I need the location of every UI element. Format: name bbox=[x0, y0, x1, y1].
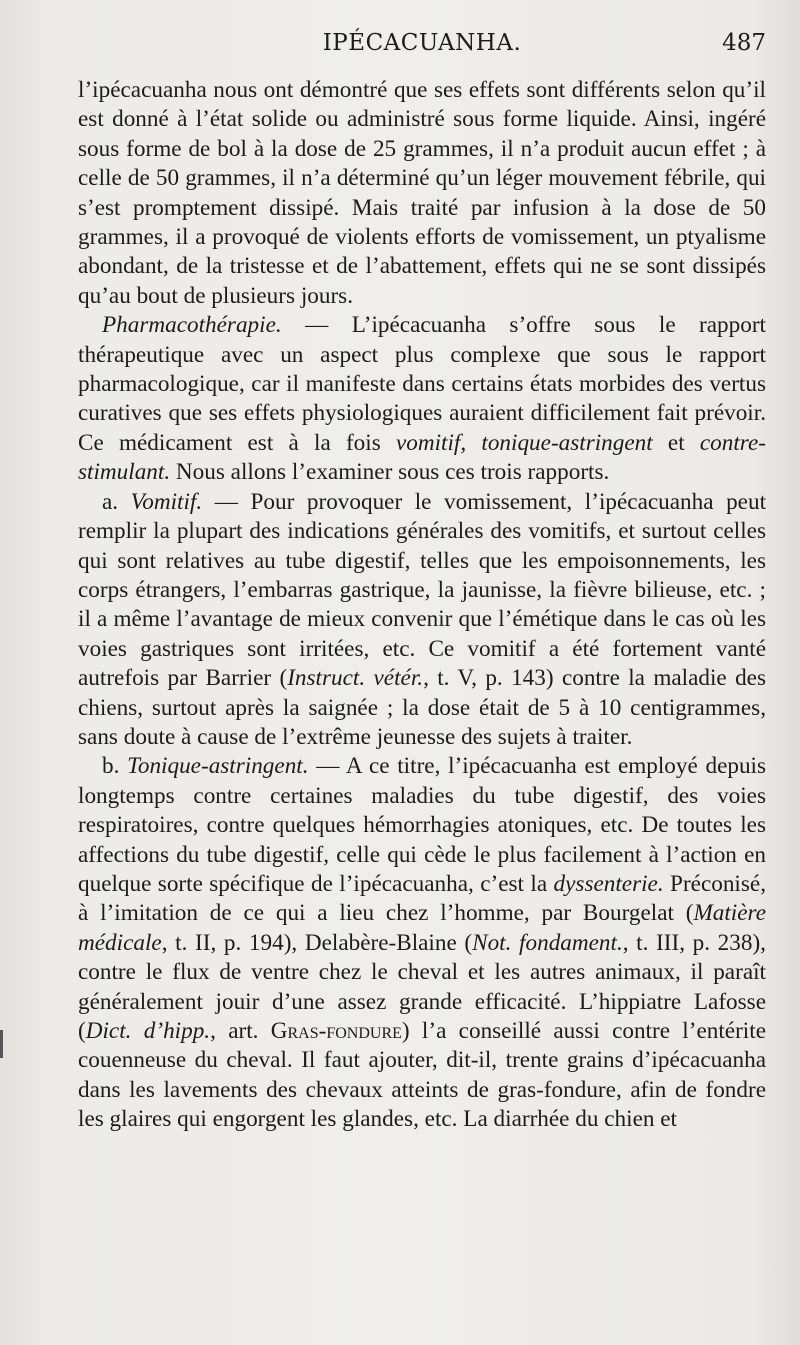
list-marker: a. bbox=[102, 488, 131, 515]
paragraph-tonique-astringent bbox=[78, 752, 766, 1134]
section-heading: Vomitif. bbox=[130, 488, 203, 515]
paragraph-text: Nous allons l’examiner sous ces trois rapports. bbox=[170, 459, 610, 486]
paragraph-text: , art. bbox=[210, 1018, 271, 1044]
paragraph-text: ) l’a conseillé aussi contre l’entérite couenneuse du cheval. Il faut ajouter, dit-il, trente grains d’ipécacuanha dans les lavements des chevaux atteints de gras-fondure, afin de fondre les glaires qui engorgent les glandes, etc. La diarrhée du chien et bbox=[78, 1018, 766, 1133]
paragraph-text: — Pour provoquer le vomissement, l’ipécacuanha peut remplir la plupart des indications générales des vomitifs, et surtout celles qui sont relatives au tube digestif, telles que les empoisonnements, les corps étrangers, l’embarras gastrique, la jaunisse, la fièvre bilieuse, etc. ; il a même l’avantage de mieux convenir que l’émétique dans le cas où les voies gastriques sont irritées, etc. Ce vomitif a été fortement vanté autrefois par Barrier ( bbox=[78, 488, 767, 692]
paragraph-vomitif bbox=[78, 488, 766, 753]
page-number: 487 bbox=[722, 30, 766, 56]
paragraph-text: , t. II, p. 194), Delabère-Blaine ( bbox=[161, 929, 473, 956]
citation-title: Not. fondament. bbox=[472, 929, 623, 956]
citation-title: Dict. d’hipp. bbox=[85, 1018, 211, 1044]
section-heading: Pharmacothérapie. bbox=[102, 312, 282, 339]
body-text bbox=[78, 76, 766, 1135]
page-header bbox=[78, 30, 766, 64]
paragraph-text: — A ce titre, l’ipécacuanha est employé depuis longtemps contre certaines maladies du tube digestif, des voies respiratoires, contre quelques hémorrhagies atoniques, etc. De toutes les affections du tube digestif, celle qui cède le plus facilement à l’action en quelque sorte spécifique de l’ipécacuanha, c’est la bbox=[78, 753, 767, 897]
citation-title: Matière médicale bbox=[78, 900, 766, 956]
citation-title: Instruct. vétér. bbox=[287, 665, 424, 692]
paragraph-continuation bbox=[78, 76, 766, 311]
paragraph-text: , t. III, p. 238), contre le flux de ventre chez le cheval et les autres animaux, il paraît généralement jouir d’une assez grande efficacité. L’hippiatre Lafosse ( bbox=[78, 929, 766, 1044]
small-caps-term: Gras-fondure bbox=[270, 1018, 402, 1044]
paragraph-text: et bbox=[652, 429, 700, 456]
running-title: IPÉCACUANHA. bbox=[322, 30, 522, 56]
paragraph-pharmacotherapie bbox=[78, 311, 766, 487]
list-marker: b. bbox=[102, 753, 128, 780]
margin-mark bbox=[0, 1030, 11, 1058]
emphasis: contre-stimulant. bbox=[78, 429, 766, 486]
section-heading: Tonique-astringent. bbox=[127, 753, 309, 780]
paragraph-text: — L’ipécacuanha s’offre sous le rapport thérapeutique avec un aspect plus complexe que sous le rapport pharmacologique, car il manifeste dans certains états morbides des vertus curatives que ses effets physiologiques auraient difficilement fait prévoir. Ce médicament est à la fois bbox=[78, 312, 766, 456]
paragraph-text: l’ipécacuanha nous ont démontré que ses effets sont différents selon qu’il est donné à l’état solide ou administré sous forme liquide. Ainsi, ingéré sous forme de bol à la dose de 25 grammes, il n’a produit aucun effet ; à celle de 50 grammes, il n’a déterminé qu’un léger mouvement fébrile, qui s’est promptement dissipé. Mais traité par infusion à la dose de 50 grammes, il a provoqué de violents efforts de vomissement, un ptyalisme abondant, de la tristesse et de l’abattement, effets qui ne se sont dissipés qu’au bout de plusieurs jours. bbox=[78, 77, 766, 309]
emphasis: dyssenterie. bbox=[553, 870, 664, 897]
paragraph-text: , t. V, p. 143) contre la maladie des chiens, surtout après la saignée ; la dose était de 5 à 10 centigrammes, sans doute à cause de l’extrême jeunesse des sujets à traiter. bbox=[78, 665, 766, 750]
emphasis: vomitif, tonique-astringent bbox=[395, 429, 653, 456]
paragraph-text: Préconisé, à l’imitation de ce qui a lieu chez l’homme, par Bourgelat ( bbox=[78, 870, 766, 927]
